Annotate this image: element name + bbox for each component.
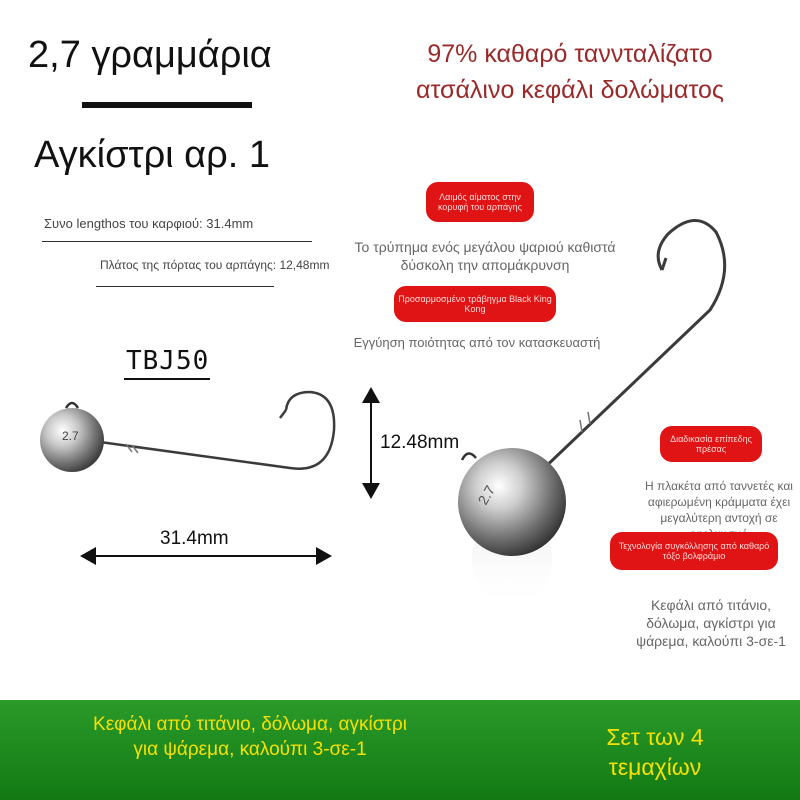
headline-line-2: ατσάλινο κεφάλι δολώματος	[416, 76, 724, 104]
callout-text-3: Η πλακέτα από ταννετές και αφιερωμένη κράμματα έχει μεγαλύτερη αντοχή σε	[645, 479, 793, 525]
footer-set-count: Σετ των 4 τεμαχίων	[606, 724, 704, 780]
callout-text-1: Το τρύπημα ενός μεγάλου ψαριού καθιστά δύσκολη την απομάκρυνση	[354, 239, 616, 273]
callout-badge-2: Προσαρμοσμένο τράβηγμα Black King Kong	[394, 286, 556, 322]
spec-total-length: Συνο lengthos του καρφιού: 31.4mm	[44, 216, 254, 231]
callout-badge-3: Διαδικασία επίπεδης πρέσας	[660, 426, 762, 462]
small-jig-illustration	[20, 380, 350, 500]
headline	[370, 36, 770, 108]
spec-gap-width: Πλάτος της πόρτας του αρπάγης: 12,48mm	[100, 258, 330, 272]
hook-barb	[280, 410, 286, 418]
callout-text-4: Κεφάλι από τιτάνιο, δόλωμα, αγκίστρι για ψάρεμα, καλούπι 3-σε-1	[636, 597, 786, 649]
callout-text-2: Εγγύηση ποιότητας από τον κατασκευαστή	[353, 335, 601, 350]
spec-line-1	[42, 241, 312, 242]
line-eye-large	[462, 453, 476, 460]
large-hook-barb	[662, 258, 666, 270]
bait-keeper	[126, 444, 138, 453]
footer-product-name: Κεφάλι από τιτάνιο, δόλωμα, αγκίστρι για ψάρεμα, καλούπι 3-σε-1	[93, 714, 407, 760]
line-eye	[66, 403, 78, 408]
large-ball-label: 2.7	[474, 482, 499, 508]
height-dimension-label: 12.48mm	[380, 432, 460, 453]
large-jig-ball-head	[458, 448, 566, 556]
callout-badge-1: Λαιμός αίματος στην κορυφή του αρπάγης	[426, 182, 534, 222]
title-divider	[82, 102, 252, 108]
small-ball-label: 2.7	[62, 429, 79, 443]
weight-title: 2,7 γραμμάρια	[28, 34, 272, 76]
hook-size-title: Αγκίστρι αρ. 1	[34, 134, 271, 176]
hook-wire	[100, 392, 334, 469]
length-dimension-label: 31.4mm	[160, 528, 229, 549]
callout-badge-4: Τεχνολογία συγκόλλησης από καθαρό τόξο βολφράμιο	[610, 532, 778, 570]
headline-line-1: 97% καθαρό ταννταλίζατο	[427, 40, 713, 68]
spec-line-2	[96, 286, 274, 287]
model-number: TBJ50	[126, 346, 210, 376]
